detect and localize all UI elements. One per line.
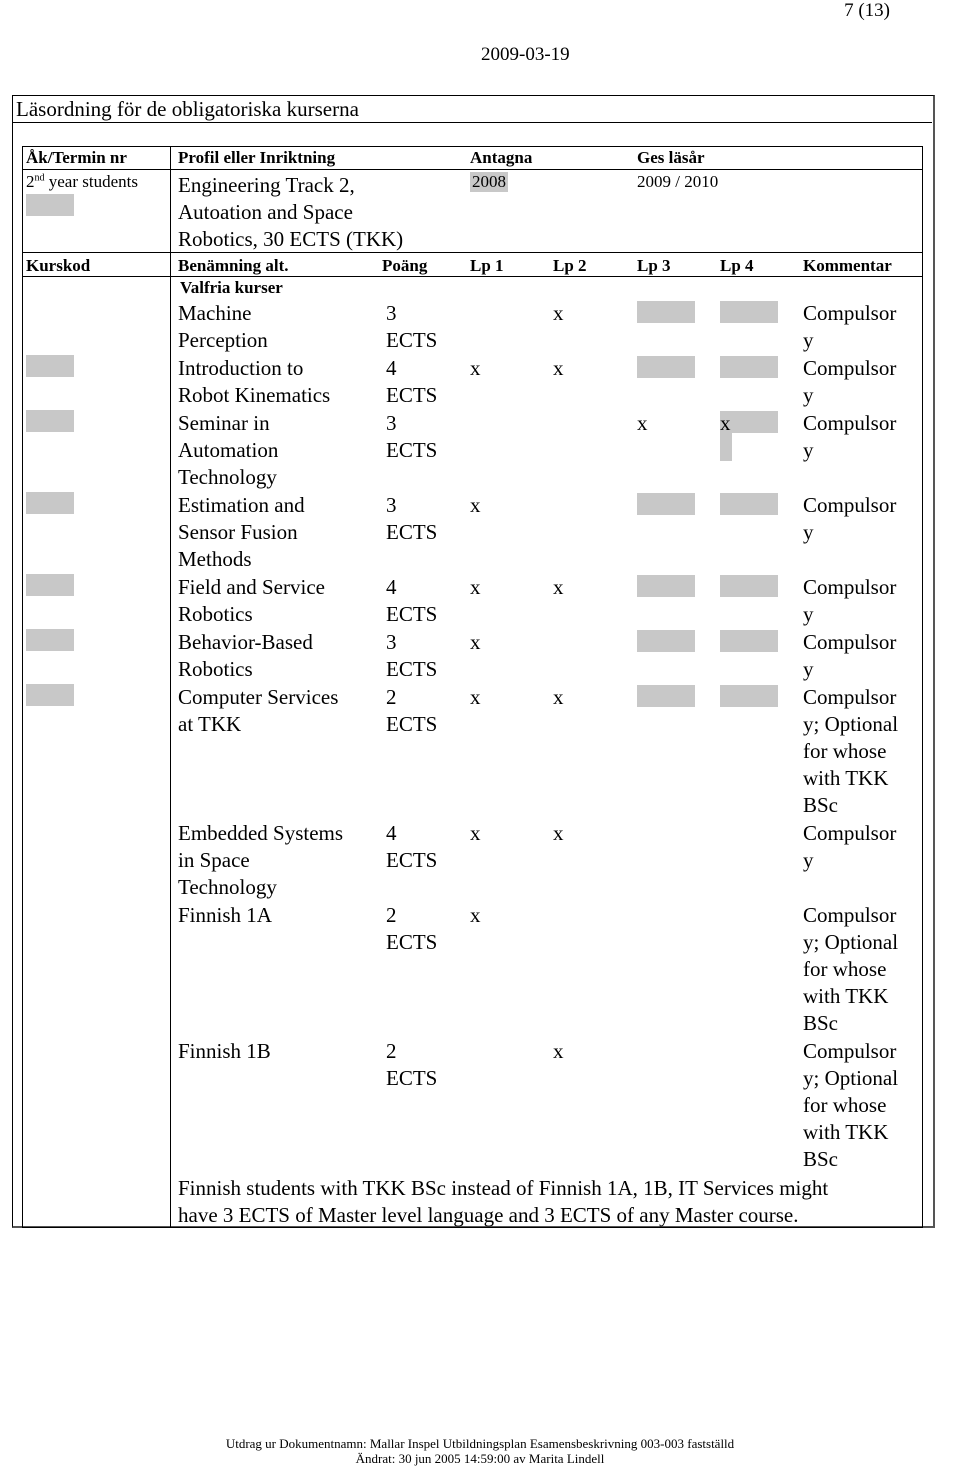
lp1-mark: x [470, 575, 481, 599]
lp1-mark: x [470, 903, 481, 927]
col-points: Poäng [382, 256, 428, 275]
info-divider [22, 252, 922, 253]
lp2-mark: x [553, 821, 564, 845]
course-points: 2 ECTS [386, 685, 438, 736]
lp4-shade [720, 575, 778, 597]
footer-line-1: Utdrag ur Dokumentnamn: Mallar Inspel Utbildningsplan Esamensbeskrivning 003-003 fastställd [225, 1436, 735, 1451]
lp3-shade [637, 685, 695, 707]
course-points: 4 ECTS [386, 575, 438, 626]
footer-line-2: Ändrat: 30 jun 2005 14:59:00 av Marita Lindell [355, 1451, 605, 1466]
lp1-mark: x [470, 356, 481, 380]
header-profile: Profil eller Inriktning [178, 148, 336, 167]
lp2-mark: x [553, 1039, 564, 1063]
lp4-shade [720, 493, 778, 515]
title-divider [12, 122, 932, 123]
lp3-shade [637, 356, 695, 378]
header-year-term: Åk/Termin nr [26, 148, 127, 167]
course-comment: Compulsor y; Optional for whose with TKK BSc [803, 685, 899, 817]
lp1-mark: x [470, 821, 481, 845]
course-points: 3 ECTS [386, 411, 438, 462]
course-comment: Compulsor y; Optional for whose with TKK BSc [803, 903, 899, 1035]
table-top-border [22, 146, 922, 147]
course-points: 3 ECTS [386, 301, 438, 352]
col-code: Kurskod [26, 256, 91, 275]
course-name: Embedded Systems in Space Technology [178, 821, 344, 899]
course-comment: Compulsor y [803, 356, 897, 407]
year-students: 2nd year students [26, 172, 138, 191]
lp3-shade [637, 493, 695, 515]
columns-divider [22, 276, 922, 277]
lp1-mark: x [470, 630, 481, 654]
code-placeholder [26, 574, 74, 596]
page-number: 7 (13) [844, 0, 890, 21]
course-name: Behavior-Based Robotics [178, 630, 313, 681]
course-comment: Compulsor y [803, 301, 897, 352]
profile-name: Engineering Track 2, Autoation and Space Robotics, 30 ECTS (TKK) [178, 173, 404, 251]
col-optional: Valfria kurser [180, 278, 283, 297]
admitted-year: 2008 [472, 172, 506, 191]
course-name: Finnish 1A [178, 903, 272, 927]
course-points: 3 ECTS [386, 630, 438, 681]
lp4-shade [720, 301, 778, 323]
course-name: Introduction to Robot Kinematics [178, 356, 331, 407]
col-name: Benämning alt. [178, 256, 289, 275]
page-title: Läsordning för de obligatoriska kurserna [16, 97, 359, 121]
course-comment: Compulsor y [803, 821, 897, 872]
course-name: Seminar in Automation Technology [178, 411, 279, 489]
col-lp3: Lp 3 [637, 256, 671, 275]
col-lp1: Lp 1 [470, 256, 504, 275]
lp3-shade [637, 301, 695, 323]
lp2-mark: x [553, 685, 564, 709]
course-name: Estimation and Sensor Fusion Methods [178, 493, 305, 571]
course-points: 4 ECTS [386, 356, 438, 407]
code-placeholder [26, 684, 74, 706]
col-comment: Kommentar [803, 256, 892, 275]
given-year: 2009 / 2010 [637, 172, 719, 191]
lp2-mark: x [553, 575, 564, 599]
lp4-shade [720, 356, 778, 378]
header-divider [22, 169, 922, 170]
lp3-mark: x [637, 411, 648, 435]
course-comment: Compulsor y [803, 411, 897, 462]
course-name: Field and Service Robotics [178, 575, 325, 626]
code-placeholder [26, 410, 74, 432]
lp4-shade [720, 685, 778, 707]
course-name: Machine Perception [178, 301, 268, 352]
lp4-mark: x [720, 411, 731, 435]
code-placeholder [26, 194, 74, 216]
table-note: Finnish students with TKK BSc instead of Finnish 1A, 1B, IT Services might have 3 ECTS of Master level language and 3 ECTS of any Master course. [178, 1176, 829, 1227]
code-placeholder [26, 629, 74, 651]
course-name: Finnish 1B [178, 1039, 271, 1063]
header-given-year: Ges läsår [637, 148, 705, 167]
code-placeholder [26, 492, 74, 514]
col-lp4: Lp 4 [720, 256, 754, 275]
course-comment: Compulsor y [803, 630, 897, 681]
lp4-shade-tail [720, 433, 732, 461]
header-admitted: Antagna [470, 148, 533, 167]
table-left-border [22, 146, 23, 1228]
course-comment: Compulsor y [803, 493, 897, 544]
lp1-mark: x [470, 493, 481, 517]
lp2-mark: x [553, 301, 564, 325]
course-comment: Compulsor y [803, 575, 897, 626]
course-points: 4 ECTS [386, 821, 438, 872]
course-points: 2 ECTS [386, 1039, 438, 1090]
lp3-shade [637, 575, 695, 597]
code-column-divider [170, 146, 171, 1228]
course-comment: Compulsor y; Optional for whose with TKK BSc [803, 1039, 899, 1171]
course-points: 3 ECTS [386, 493, 438, 544]
lp2-mark: x [553, 356, 564, 380]
course-points: 2 ECTS [386, 903, 438, 954]
lp1-mark: x [470, 685, 481, 709]
col-lp2: Lp 2 [553, 256, 587, 275]
lp4-shade [720, 630, 778, 652]
lp3-shade [637, 630, 695, 652]
document-date: 2009-03-19 [481, 44, 570, 65]
code-placeholder [26, 355, 74, 377]
course-name: Computer Services at TKK [178, 685, 339, 736]
